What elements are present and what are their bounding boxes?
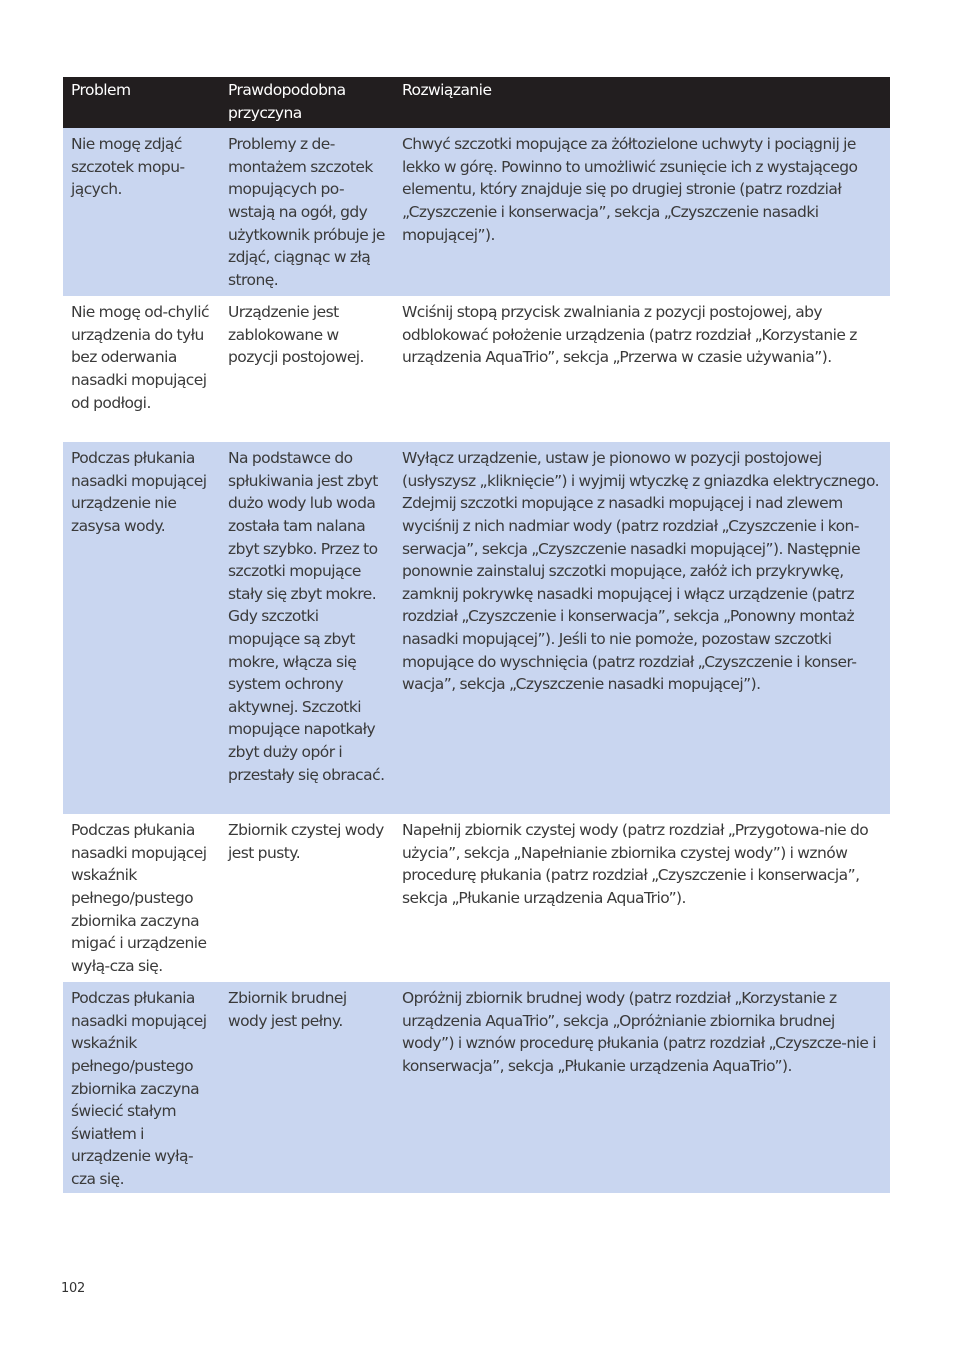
problem-cell: Podczas płukania nasadki mopującej urządzenie nie zasysa wody. xyxy=(63,442,220,814)
header-problem: Problem xyxy=(63,77,220,128)
solution-cell: Wciśnij stopą przycisk zwalniania z pozycji postojowej, aby odblokować położenie urządzenia (patrz rozdział „Korzystanie z urządzenia AquaTrio”, sekcja „Przerwa w czasie używania”). xyxy=(394,296,890,442)
cause-cell: Na podstawce do spłukiwania jest zbyt dużo wody lub woda została tam nalana zbyt szybko. Przez to szczotki mopujące stały się zbyt mokre. Gdy szczotki mopujące są zbyt mokre, włącza się system ochrony aktywnej. Szczotki mopujące napotkały zbyt duży opór i przestały się obracać. xyxy=(220,442,394,814)
solution-cell: Chwyć szczotki mopujące za żółtozielone uchwyty i pociągnij je lekko w górę. Powinno to umożliwić zsunięcie ich z wystającego elementu, który znajduje się po drugiej stronie (patrz rozdział „Czyszczenie i konserwacja”, sekcja „Czyszczenie nasadki mopującej”). xyxy=(394,128,890,296)
table-row xyxy=(63,814,890,982)
solution-cell: Napełnij zbiornik czystej wody (patrz rozdział „Przygotowa-nie do użycia”, sekcja „Napełnianie zbiornika czystej wody”) i wznów procedurę płukania (patrz rozdział „Czyszczenie i konserwacja”, sekcja „Płukanie urządzenia AquaTrio”). xyxy=(394,814,890,982)
table-row xyxy=(63,296,890,442)
table-row xyxy=(63,128,890,296)
table-header-row xyxy=(63,77,890,128)
cause-cell: Zbiornik brudnej wody jest pełny. xyxy=(220,982,394,1192)
table-row xyxy=(63,442,890,814)
problem-cell: Podczas płukania nasadki mopującej wskaźnik pełnego/pustego zbiornika zaczyna migać i urządzenie wyłą-cza się. xyxy=(63,814,220,982)
solution-cell: Opróżnij zbiornik brudnej wody (patrz rozdział „Korzystanie z urządzenia AquaTrio”, sekcja „Opróżnianie zbiornika brudnej wody”) i wznów procedurę płukania (patrz rozdział „Czyszcze-nie i konserwacja”, sekcja „Płukanie urządzenia AquaTrio”). xyxy=(394,982,890,1192)
cause-cell: Urządzenie jest zablokowane w pozycji postojowej. xyxy=(220,296,394,442)
table-row xyxy=(63,982,890,1192)
problem-cell: Nie mogę zdjąć szczotek mopu-jących. xyxy=(63,128,220,296)
page-number: 102 xyxy=(61,1281,85,1296)
problem-cell: Nie mogę od-chylić urządzenia do tyłu bez oderwania nasadki mopującej od podłogi. xyxy=(63,296,220,442)
header-cause: Prawdopodobna przyczyna xyxy=(220,77,394,128)
problem-cell: Podczas płukania nasadki mopującej wskaźnik pełnego/pustego zbiornika zaczyna świecić stałym światłem i urządzenie wyłą-cza się. xyxy=(63,982,220,1192)
header-solution: Rozwiązanie xyxy=(394,77,890,128)
troubleshooting-table xyxy=(63,77,890,1193)
cause-cell: Problemy z de-montażem szczotek mopujących po-wstają na ogół, gdy użytkownik próbuje je zdjąć, ciągnąc w złą stronę. xyxy=(220,128,394,296)
solution-cell: Wyłącz urządzenie, ustaw je pionowo w pozycji postojowej (usłyszysz „kliknięcie”) i wyjmij wtyczkę z gniazdka elektrycznego. Zdejmij szczotki mopujące z nasadki mopującej i nad zlewem wyciśnij z nich nadmiar wody (patrz rozdział „Czyszczenie i kon-serwacja”, sekcja „Czyszczenie nasadki mopującej”). Następnie ponownie zainstaluj szczotki mopujące, załóż ich przykrywkę, zamknij pokrywkę nasadki mopującej i włącz urządzenie (patrz rozdział „Czyszczenie i konserwacja”, sekcja „Ponowny montaż nasadki mopującej”). Jeśli to nie pomoże, pozostaw szczotki mopujące do wyschnięcia (patrz rozdział „Czyszczenie i konser-wacja”, sekcja „Czyszczenie nasadki mopującej”). xyxy=(394,442,890,814)
cause-cell: Zbiornik czystej wody jest pusty. xyxy=(220,814,394,982)
